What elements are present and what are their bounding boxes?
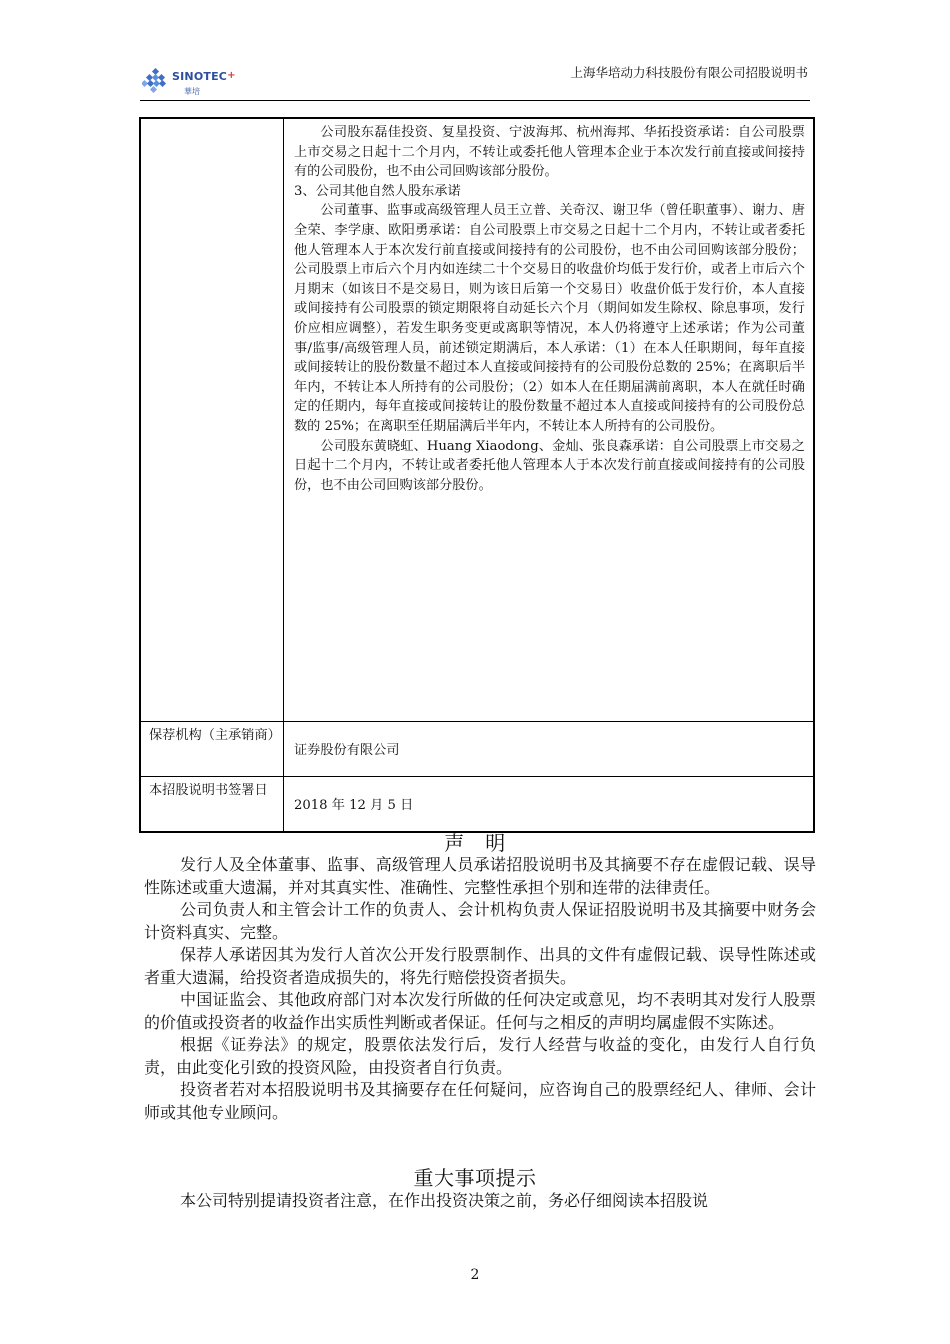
document-header-title: 上海华培动力科技股份有限公司招股说明书 (570, 65, 808, 80)
declaration-paragraph: 根据《证券法》的规定，股票依法发行后，发行人经营与收益的变化，由发行人自行负责，由此变化引致的投资风险，由投资者自行负责。 (144, 1035, 816, 1077)
declaration-heading: 声 明 (444, 831, 506, 855)
header-divider (140, 100, 810, 101)
declaration-paragraph: 投资者若对本招股说明书及其摘要存在任何疑问，应咨询自己的股票经纪人、律师、会计师或其他专业顾问。 (144, 1080, 816, 1122)
declaration-paragraph: 中国证监会、其他政府部门对本次发行所做的任何决定或意见，均不表明其对发行人股票的价值或投资者的收益作出实质性判断或者保证。任何与之相反的声明均属虚假不实陈述。 (144, 990, 816, 1032)
sign-date-value: 2018 年 12 月 5 日 (284, 777, 815, 833)
declaration-body (144, 854, 816, 1124)
logo-brand-text: SINOTEC+ (172, 70, 236, 83)
declaration-paragraph: 保荐人承诺因其为发行人首次公开发行股票制作、出具的文件有虚假记载、误导性陈述或者重大遗漏，给投资者造成损失的，将先行赔偿投资者损失。 (144, 945, 816, 987)
sponsor-label: 保荐机构（主承销商） (140, 722, 284, 777)
table-cell-empty-label (140, 118, 284, 722)
table-row-commitments (140, 118, 814, 722)
commitment-paragraph-3: 公司股东黄晓虹、Huang Xiaodong、金灿、张良森承诺：自公司股票上市交易之日起十二个月内，不转让或者委托他人管理本人于本次发行前直接或间接持有的公司股份，也不由公司回购该部分股份。 (294, 438, 805, 493)
declaration-paragraph: 发行人及全体董事、监事、高级管理人员承诺招股说明书及其摘要不存在虚假记载、误导性陈述或重大遗漏，并对其真实性、准确性、完整性承担个别和连带的法律责任。 (144, 855, 816, 897)
company-logo (142, 66, 242, 100)
notice-paragraph: 本公司特别提请投资者注意，在作出投资决策之前，务必仔细阅读本招股说 (180, 1191, 709, 1210)
sponsor-value: 证券股份有限公司 (284, 722, 815, 777)
declaration-paragraph: 公司负责人和主管会计工作的负责人、会计机构负责人保证招股说明书及其摘要中财务会计资料真实、完整。 (144, 900, 816, 942)
notice-heading: 重大事项提示 (413, 1166, 537, 1190)
logo-chinese-text: 華培 (184, 87, 200, 96)
notice-body (144, 1190, 816, 1213)
sinotec-logo-icon (142, 68, 170, 94)
table-cell-commitments (284, 118, 815, 722)
sign-date-label: 本招股说明书签署日 (140, 777, 284, 833)
commitment-paragraph-2: 公司董事、监事或高级管理人员王立普、关奇汉、谢卫华（曾任职董事）、谢力、唐全荣、李学康、欧阳勇承诺：自公司股票上市交易之日起十二个月内，不转让或者委托他人管理本人于本次发行前直接或间接持有的公司股份，也不由公司回购该部分股份；公司股票上市后六个月内如连续二十个交易日的收盘价均低于发行价，或者上市后六个月期末（如该日不是交易日，则为该日后第一个交易日）收盘价低于发行价，本人直接或间接持有公司股票的锁定期限将自动延长六个月（期间如发生除权、除息事项，发行价应相应调整），若发生职务变更或离职等情况，本人仍将遵守上述承诺；作为公司董事/监事/高级管理人员，前述锁定期满后，本人承诺：（1）在本人任职期间，每年直接或间接转让的股份数量不超过本人直接或间接持有的公司股份总数的 25%；在离职后半年内，不转让本人所持有的公司股份；（2）如本人在任期届满前离职，本人在就任时确定的任期内，每年直接或间接转让的股份数量不超过本人直接或间接持有的公司股份总数的 25%；在离职至任期届满后半年内，不转让本人所持有的公司股份。 (294, 203, 805, 434)
commitment-subheading: 3、公司其他自然人股东承诺 (294, 183, 461, 199)
table-row-sponsor (140, 722, 814, 777)
offering-info-table (139, 117, 815, 833)
page-number: 2 (470, 1267, 480, 1283)
commitment-paragraph-1: 公司股东磊佳投资、复星投资、宁波海邦、杭州海邦、华拓投资承诺：自公司股票上市交易之日起十二个月内，不转让或委托他人管理本企业于本次发行前直接或间接持有的公司股份，也不由公司回购该部分股份。 (294, 125, 805, 180)
table-row-sign-date (140, 777, 814, 833)
